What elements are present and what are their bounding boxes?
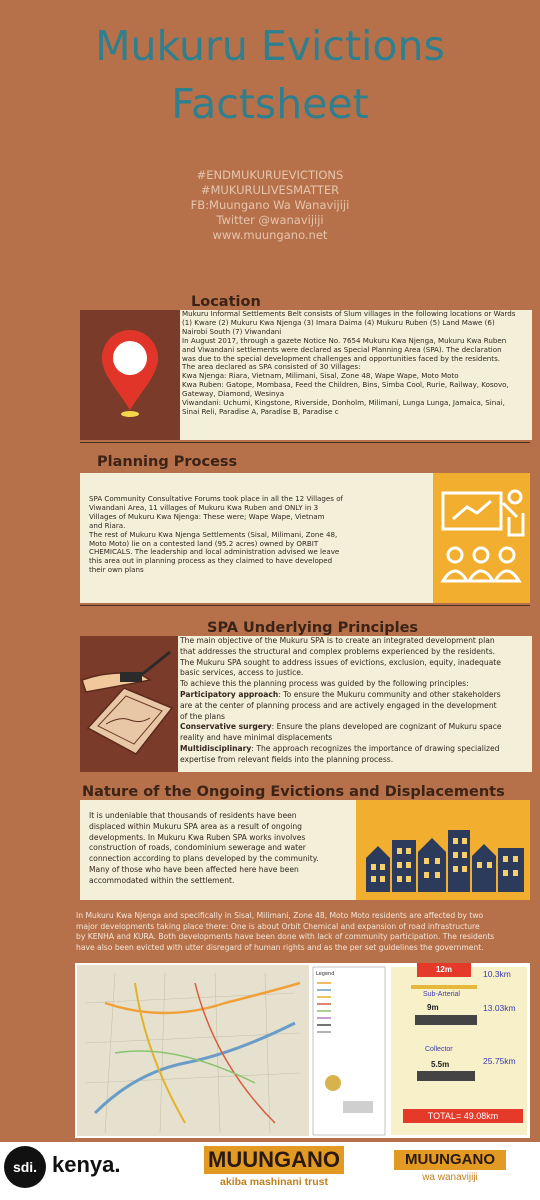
road-width-12m: 12m — [417, 963, 471, 977]
planning-line: their own plans — [89, 565, 144, 575]
hashtag-liveslmatter: #MUKURULIVESMATTER — [200, 183, 340, 197]
planning-line: this area out in planning process as they claimed to have developed — [89, 556, 333, 566]
road-bar-2 — [415, 1015, 477, 1025]
twitter-handle: Twitter @wanavijiji — [216, 213, 324, 227]
road-width-5-5m: 5.5m — [431, 1060, 450, 1069]
location-line: (1) Kware (2) Mukuru Kwa Njenga (3) Imara Daima (4) Mukuru Ruben (5) Land Mawe (6) — [182, 317, 495, 327]
evictions-line: Many of those who have been affected here have been — [89, 864, 299, 874]
principle-label: Participatory approach — [180, 689, 279, 699]
planning-line: CHEMICALS. The leadership and local administration advised we leave — [89, 547, 340, 557]
note-line: major developments taking place there: One is about Orbit Chemical and expansion of road infrastructure — [76, 921, 480, 931]
planning-line: Viwandani Area, 11 villages of Mukuru Kwa Ruben and ONLY in 3 — [89, 502, 319, 512]
principles-line: expertise from relevant fields into the planning process. — [180, 754, 394, 764]
evictions-line: developments. In Mukuru Kwa Ruben SPA works involves — [89, 832, 306, 842]
location-icon-panel — [80, 310, 180, 440]
location-line: The area declared as SPA consisted of 30 Villages: — [182, 362, 361, 372]
evictions-line: construction of roads, condominium sewerage and water — [89, 843, 306, 853]
evictions-line: accommodated within the settlement. — [89, 875, 235, 885]
road-bar-3 — [417, 1071, 475, 1081]
principle-label: Multidisciplinary — [180, 743, 252, 753]
location-divider — [80, 442, 530, 443]
planning-line: and Riara. — [89, 520, 126, 530]
partner-logos — [0, 1142, 540, 1200]
amt-logo-text: akiba mashinani trust — [220, 1176, 328, 1188]
principle-text: : Ensure the plans developed are cognizant of Mukuru space — [271, 722, 502, 732]
principles-line: basic services, access to justice. — [180, 668, 304, 678]
legend-title: Legend — [316, 971, 335, 977]
note-line: have also been evicted with utter disregard of human rights and as the per set guidelines the government. — [76, 943, 484, 953]
principle-participatory — [180, 690, 532, 701]
principle-text: : To ensure the Mukuru community and other stakeholders — [278, 689, 501, 699]
principles-line: reality and have minimal displacements — [180, 733, 333, 743]
location-line: Viwandani: Uchumi, Kingstone, Riverside, Donholm, Milimani, Lunga Lunga, Jamaica, Sinai, — [182, 398, 505, 408]
buildings-icon — [356, 800, 530, 900]
location-line: Gateway, Diamond, Wesinya — [182, 389, 285, 399]
location-line: Kwa Njenga: Riara, Vietnam, Milimani, Sisal, Zone 48, Wape Wape, Moto Moto — [182, 371, 459, 381]
note-line: by KENHA and KURA. Both developments have been done with lack of community participation. The residents — [76, 932, 495, 942]
principle-label: Conservative surgery — [180, 722, 272, 732]
hashtag-endevictions: #ENDMUKURUEVICTIONS — [196, 168, 344, 182]
principle-text: : The approach recognizes the importance of drawing specialized — [251, 743, 500, 753]
title-line-1: Mukuru Evictions — [95, 22, 445, 70]
evictions-heading: Nature of the Ongoing Evictions and Displacements — [82, 784, 505, 800]
evictions-line: displaced within Mukuru SPA area as a result of ongoing — [89, 821, 302, 831]
principles-line: To achieve this the planning process was guided by the following principles: — [180, 679, 469, 689]
road-total-badge: TOTAL= 49.08km — [403, 1109, 523, 1123]
planning-line: SPA Community Consultative Forums took place in all the 12 Villages of — [89, 494, 344, 503]
principles-icon-panel — [80, 636, 178, 772]
planning-line: Moto Moto) lie on a contested land (95.2 acres) owned by ORBIT — [89, 538, 319, 548]
location-line: Mukuru Informal Settlements Belt consists of Slum villages in the following locations or Wards — [182, 309, 516, 318]
principles-line: that addresses the structural and complex problems experienced by the residents. — [180, 646, 496, 656]
principles-heading: SPA Underlying Principles — [207, 620, 419, 636]
title-line-2: Factsheet — [171, 80, 369, 128]
principle-conservative — [180, 722, 532, 733]
map-pin-icon — [80, 310, 180, 440]
road-length-3: 25.75km — [483, 1056, 516, 1066]
evictions-line: connection according to plans developed by the community. — [89, 854, 319, 864]
planning-heading: Planning Process — [97, 454, 238, 470]
location-line: and Viwandani settlements were declared as Special Planning Area (SPA). The declaration — [182, 344, 502, 354]
evictions-text-panel — [80, 800, 356, 900]
principles-line: are at the center of planning process and are actively engaged in the development — [180, 700, 497, 710]
location-text-panel — [180, 310, 532, 440]
wanavijiji-logo-text: wa wanavijiji — [422, 1172, 478, 1183]
note-line: In Mukuru Kwa Njenga and specifically in Sisal, Milimani, Zone 48, Moto Moto residents are affected by two — [76, 911, 484, 920]
hashtag-block — [0, 168, 540, 243]
principles-line: The Mukuru SPA sought to address issues of evictions, exclusion, equity, inadequate — [180, 657, 501, 667]
website-link[interactable]: www.muungano.net — [212, 228, 328, 242]
principles-text-panel — [178, 636, 532, 772]
road-length-2: 13.03km — [483, 1003, 516, 1013]
location-line: Kwa Ruben: Gatope, Mombasa, Feed the Children, Bins, Simba Cool, Rurie, Railway, Kosovo, — [182, 380, 509, 390]
planning-text-panel — [80, 473, 433, 603]
road-length-1: 10.3km — [483, 969, 511, 979]
facebook-handle: FB:Muungano Wa Wanavijiji — [190, 198, 350, 212]
evictions-line: It is undeniable that thousands of residents have been — [89, 811, 297, 820]
principles-line: The main objective of the Mukuru SPA is to create an integrated development plan — [180, 636, 495, 645]
principle-multidisciplinary — [180, 744, 532, 755]
evictions-icon-panel — [356, 800, 530, 900]
presentation-meeting-icon — [433, 473, 530, 603]
location-heading: Location — [191, 294, 261, 310]
location-line: In August 2017, through a gazete Notice No. 7654 Mukuru Kwa Njenga, Mukuru Kwa Ruben — [182, 335, 507, 345]
road-plan-map — [75, 963, 530, 1138]
location-line: was due to the special development challenges and opportunities faced by the residents. — [182, 353, 501, 363]
planning-divider — [80, 605, 530, 606]
road-label-sub-arterial: Sub-Arterial — [423, 991, 460, 998]
planning-line: Villages of Mukuru Kwa Njenga: These were; Wape Wape, Vietnam — [89, 511, 325, 521]
road-bar-1 — [411, 985, 477, 989]
signing-document-icon — [80, 636, 178, 772]
planning-line: The rest of Mukuru Kwa Njenga Settlements (Sisal, Milimani, Zone 48, — [89, 529, 338, 539]
sdi-logo: sdi. — [4, 1146, 46, 1188]
principles-line: of the plans — [180, 711, 225, 721]
road-width-9m: 9m — [427, 1003, 439, 1012]
location-line: Nairobi South (7) Viwandani — [182, 326, 282, 336]
location-line: Sinai Reli, Paradise A, Paradise B, Paradise c — [182, 406, 339, 416]
kwa-njenga-note — [76, 911, 524, 954]
road-label-collector: Collector — [425, 1046, 453, 1053]
planning-icon-panel — [433, 473, 530, 603]
kenya-logo-text: kenya. — [52, 1152, 121, 1177]
muungano-wanavijiji-logo: MUUNGANO — [394, 1150, 506, 1170]
muungano-logo: MUUNGANO — [204, 1146, 344, 1174]
